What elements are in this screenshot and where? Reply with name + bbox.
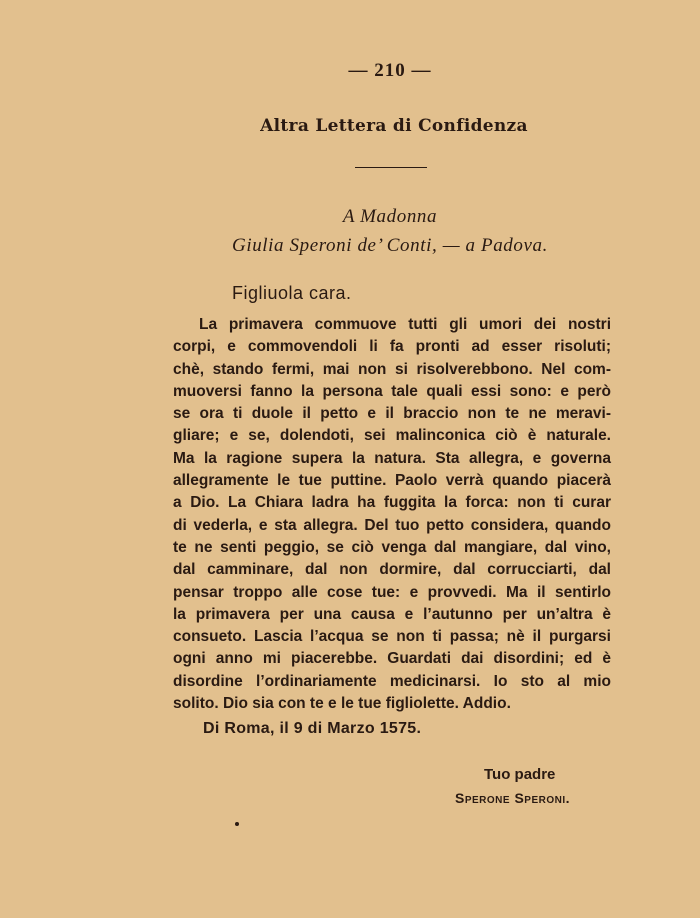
body-line: dal camminare, dal non dormire, dal corrucciarti, dal <box>173 561 611 579</box>
body-line: solito. Dio sia con te e le tue figliolette. Addio. <box>173 695 511 713</box>
body-line: gliare; e se, dolendoti, sei malinconica ciò è naturale. <box>173 427 611 445</box>
body-line: allegramente le tue puttine. Paolo verrà quando piacerà <box>173 472 611 490</box>
letter-title: Altra Lettera di Confidenza <box>260 116 528 136</box>
body-line: a Dio. La Chiara ladra ha fuggita la forca: non ti curar <box>173 494 611 512</box>
letter-body <box>173 314 611 715</box>
body-line: pensar troppo alle cose tue: e provvedi. Ma il sentirlo <box>173 583 611 601</box>
body-line: chè, stando fermi, mai non si risolverebbono. Nel com- <box>173 360 611 378</box>
addressee-line-1: A Madonna <box>342 206 438 227</box>
dateline: Di Roma, il 9 di Marzo 1575. <box>203 720 422 737</box>
body-line: muoversi fanno la persona tale quali essi sono: e però <box>173 382 611 400</box>
addressee-line-2: Giulia Speroni de’ Conti, — a Padova. <box>232 235 548 256</box>
body-line: La primavera commuove tutti gli umori dei nostri <box>199 316 611 333</box>
body-line: di vederla, e sta allegra. Del tuo petto considera, quando <box>173 516 611 534</box>
signature: Sperone Speroni. <box>455 790 571 806</box>
page-number: — 210 — <box>348 60 432 81</box>
body-line: Ma la ragione supera la natura. Sta allegra, e governa <box>173 449 611 467</box>
body-line: consueto. Lascia l’acqua se non ti passa; nè il purgarsi <box>173 628 611 646</box>
body-line: se ora ti duole il petto e il braccio non te ne meravi- <box>173 405 611 423</box>
body-line: disordine l’ordinariamente medicinarsi. Io sto al mio <box>173 672 611 690</box>
closing: Tuo padre <box>484 766 556 783</box>
body-line: corpi, e commovendoli li fa pronti ad esser risoluti; <box>173 338 611 356</box>
title-divider <box>355 167 427 168</box>
body-line: te ne senti peggio, se ciò venga dal mangiare, dal vino, <box>173 538 611 556</box>
body-line: ogni anno mi piacerebbe. Guardati dai disordini; ed è <box>173 650 611 668</box>
ink-speck <box>235 822 239 826</box>
body-line: la primavera per una causa e l’autunno per un’altra è <box>173 605 611 623</box>
salutation: Figliuola cara. <box>232 283 352 303</box>
